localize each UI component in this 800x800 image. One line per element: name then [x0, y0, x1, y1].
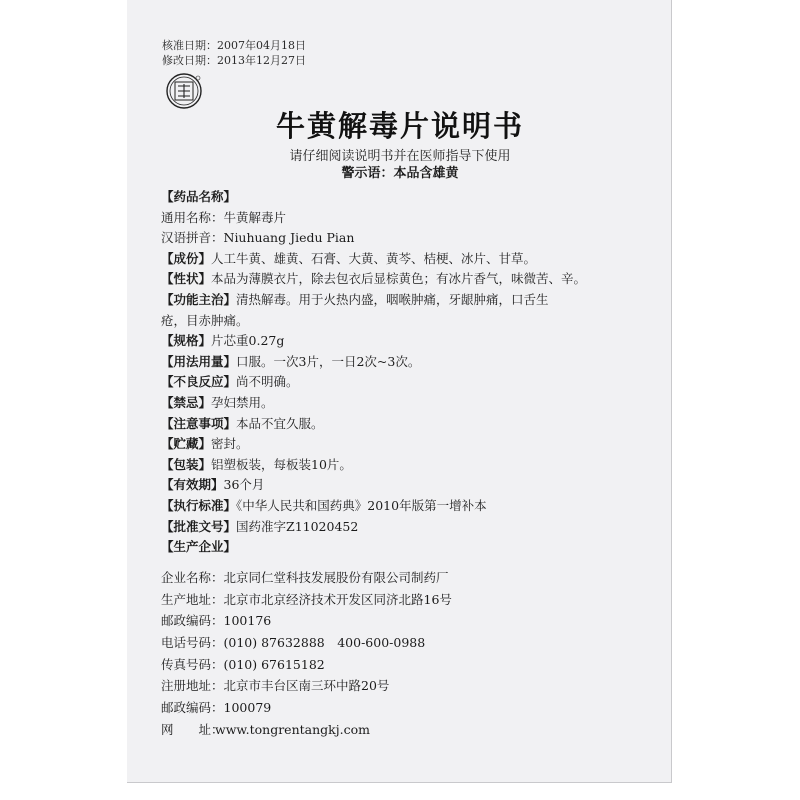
section-text: 国药准字Z11020452: [236, 518, 359, 534]
section-label: 【有效期】: [161, 477, 224, 493]
manufacturer-row: [161, 654, 581, 676]
field-key: 企业名称：: [161, 570, 224, 585]
section-label: 【禁忌】: [161, 394, 212, 410]
section-label: 【批准文号】: [161, 518, 237, 534]
field-key: 邮政编码：: [161, 613, 224, 629]
section-row: [161, 537, 561, 558]
field-key: 邮政编码：: [161, 700, 224, 716]
manufacturer-row: [161, 610, 581, 632]
section-label: 【药品名称】: [161, 189, 237, 204]
date-block: [162, 38, 306, 68]
instructions-body: [161, 187, 587, 558]
section-text: 口服。一次3片，一日2次~3次。: [236, 353, 421, 369]
field-key: 注册地址：: [161, 678, 224, 694]
section-label: 【注意事项】: [161, 415, 237, 431]
manufacturer-row: [161, 632, 581, 654]
registered-address: 北京市丰台区南三环中路20号: [223, 678, 390, 694]
manufacturer-row: [161, 589, 581, 611]
section-row: [161, 228, 561, 249]
section-row: [161, 208, 561, 229]
section-label: 【规格】: [161, 333, 212, 349]
section-label: 【功能主治】: [161, 291, 237, 307]
section-text: 36个月: [223, 477, 265, 493]
section-row: [161, 414, 561, 435]
section-label: 【用法用量】: [161, 353, 237, 369]
section-row: [161, 475, 561, 496]
section-text: 《中华人民共和国药典》2010年版第一增补本: [236, 497, 487, 513]
section-text: 本品为薄膜衣片，除去包衣后显棕黄色；有冰片香气，味微苦、辛。: [211, 271, 587, 287]
section-row: [161, 249, 561, 270]
section-label: 【不良反应】: [161, 374, 237, 390]
postcode: 100176: [223, 613, 272, 629]
section-text: 尚不明确。: [236, 374, 299, 390]
section-row: [161, 393, 561, 414]
section-label: 【包装】: [161, 456, 212, 472]
section-row: [161, 496, 561, 517]
field-key: 传真号码：: [161, 656, 224, 672]
section-text: 清热解毒。用于火热内盛，咽喉肿痛，牙龈肿痛，口舌生疮，目赤肿痛。: [161, 291, 549, 328]
section-text: 人工牛黄、雄黄、石膏、大黄、黄芩、桔梗、冰片、甘草。: [211, 250, 537, 266]
document-subtitle: 请仔细阅读说明书并在医师指导下使用: [289, 149, 511, 164]
section-row: [161, 455, 561, 476]
section-text: 铝塑板装，每板装10片。: [211, 456, 352, 472]
field-key: 生产地址：: [161, 591, 224, 607]
section-label: 【生产企业】: [161, 539, 237, 555]
section-row: [161, 290, 561, 331]
manufacturer-row: [161, 567, 581, 589]
section-row: [161, 331, 561, 352]
section-label: 【贮藏】: [161, 436, 212, 452]
website-link[interactable]: www.tongrentangkj.com: [215, 721, 370, 737]
registered-postcode: 100079: [223, 700, 272, 716]
section-row: [161, 517, 561, 538]
revision-date: 修改日期：2013年12月27日: [162, 54, 306, 67]
approval-date: 核准日期：2007年04月18日: [162, 39, 306, 52]
manufacturer-row: [161, 697, 581, 719]
document-title: 牛黄解毒片说明书: [275, 109, 524, 143]
section-row: [161, 372, 561, 393]
pinyin-name: 汉语拼音：Niuhuang Jiedu Pian: [161, 230, 355, 246]
manufacturer-row: [161, 675, 581, 697]
section-label: 【成份】: [161, 250, 212, 266]
warning-notice: 警示语：本品含雄黄: [341, 166, 459, 181]
fax-number: (010) 67615182: [223, 656, 325, 672]
section-text: 孕妇禁用。: [211, 394, 274, 410]
production-address: 北京市北京经济技术开发区同济北路16号: [223, 591, 452, 607]
phone-number: (010) 87632888 400-600-0988: [223, 635, 426, 651]
section-row: [161, 269, 587, 290]
company-name: 北京同仁堂科技发展股份有限公司制药厂: [223, 570, 449, 585]
section-row: [161, 187, 561, 208]
section-text: 片芯重0.27g: [211, 333, 285, 349]
section-label: 【性状】: [161, 271, 212, 287]
field-key: 网 址：: [161, 721, 224, 737]
section-text: 密封。: [211, 436, 249, 452]
section-row: [161, 352, 561, 373]
manufacturer-row: [161, 719, 581, 741]
manufacturer-info: [161, 567, 581, 741]
field-key: 电话号码：: [161, 635, 224, 651]
section-text: 本品不宜久服。: [236, 415, 324, 431]
section-row: [161, 434, 561, 455]
section-label: 【执行标准】: [161, 497, 237, 513]
generic-name: 通用名称：牛黄解毒片: [161, 209, 287, 225]
